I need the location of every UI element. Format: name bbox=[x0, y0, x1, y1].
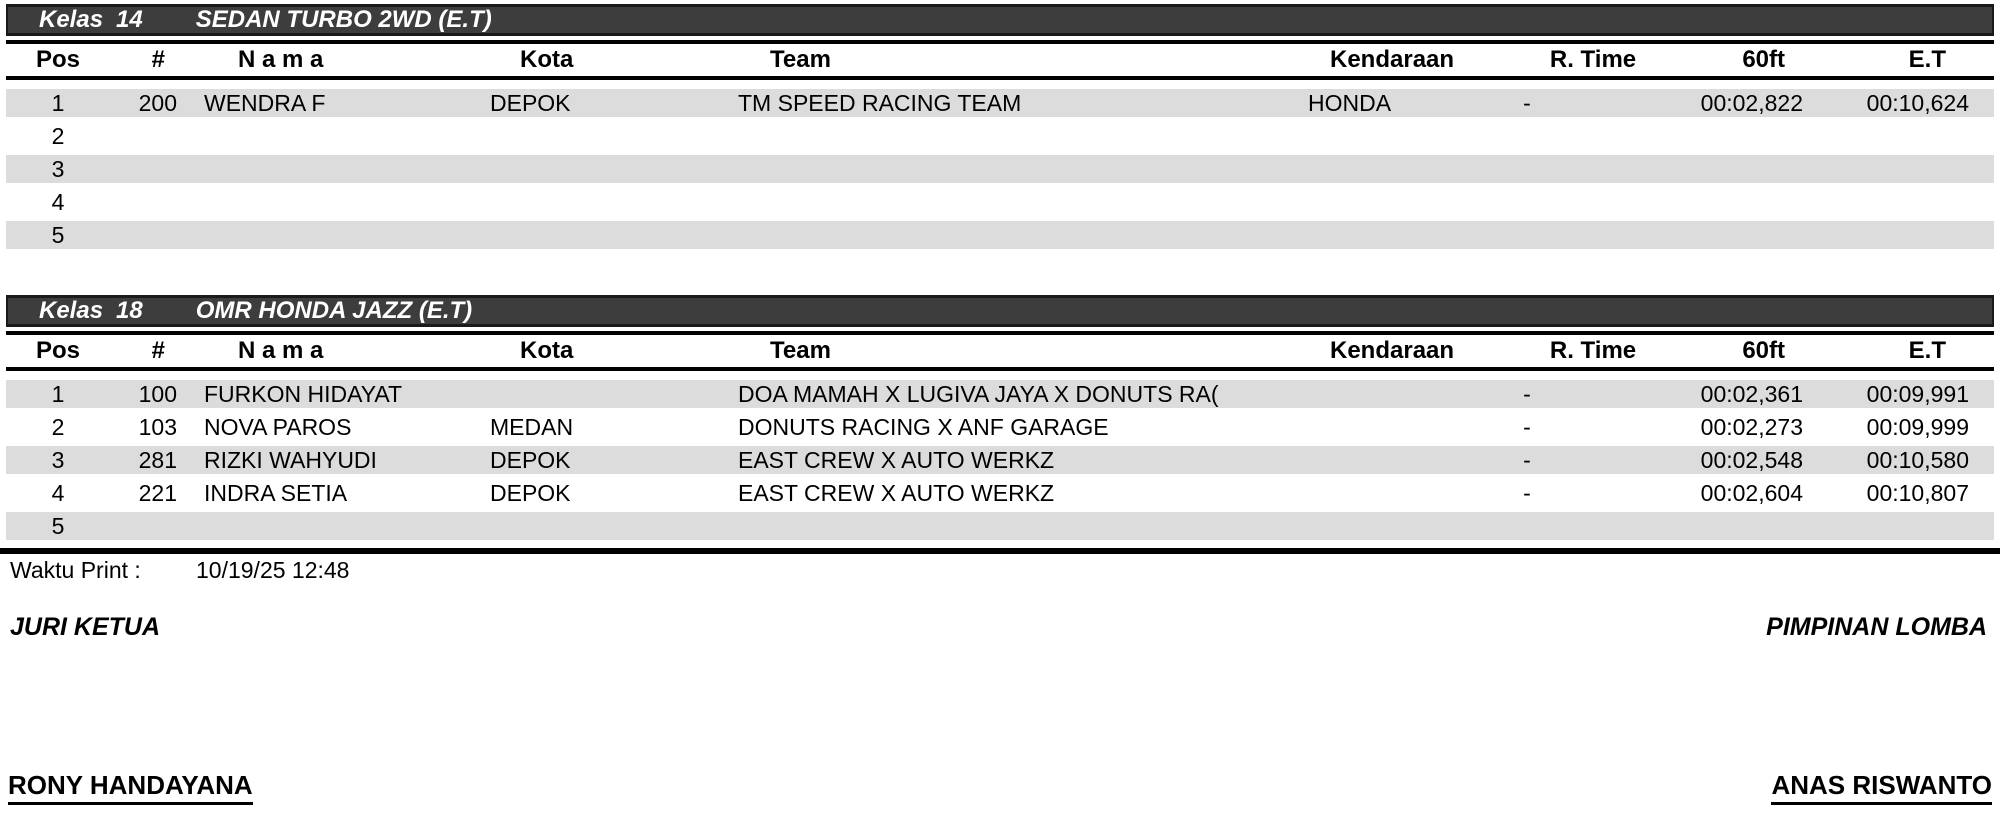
team-cell: DONUTS RACING X ANF GARAGE bbox=[730, 411, 1302, 444]
table-row bbox=[6, 411, 1994, 444]
table-row bbox=[6, 153, 1994, 186]
col-header-pos: Pos bbox=[35, 337, 80, 364]
team-cell bbox=[730, 219, 1302, 252]
pos-cell: 2 bbox=[6, 120, 110, 153]
divider-line bbox=[6, 76, 1994, 80]
car-number-cell bbox=[110, 219, 190, 252]
reaction-time-cell bbox=[1460, 120, 1660, 153]
pos-cell: 4 bbox=[6, 477, 110, 510]
car-number-cell: 281 bbox=[110, 444, 190, 477]
sixty-ft-cell: 00:02,548 bbox=[1660, 444, 1810, 477]
col-header-kendaraan: Kendaraan bbox=[1330, 46, 1455, 73]
city-cell bbox=[480, 219, 730, 252]
judge-role-title: JURI KETUA bbox=[10, 613, 161, 641]
name-cell: RIZKI WAHYUDI bbox=[190, 444, 480, 477]
reaction-time-cell: - bbox=[1460, 444, 1660, 477]
vehicle-cell bbox=[1302, 411, 1460, 444]
car-number-cell bbox=[110, 153, 190, 186]
print-time-value: 10/19/25 12:48 bbox=[196, 557, 350, 583]
col-header-kendaraan: Kendaraan bbox=[1330, 337, 1455, 364]
sixty-ft-cell: 00:02,604 bbox=[1660, 477, 1810, 510]
team-cell: EAST CREW X AUTO WERKZ bbox=[730, 444, 1302, 477]
sixty-ft-cell bbox=[1660, 153, 1810, 186]
et-cell: 00:10,580 bbox=[1810, 444, 1994, 477]
et-cell bbox=[1810, 153, 1994, 186]
et-cell: 00:10,624 bbox=[1810, 89, 1994, 120]
kelas-label: Kelas bbox=[39, 6, 104, 33]
et-cell: 00:09,991 bbox=[1810, 380, 1994, 411]
class-name: OMR HONDA JAZZ (E.T) bbox=[195, 297, 473, 324]
sixty-ft-cell bbox=[1660, 219, 1810, 252]
city-cell: DEPOK bbox=[480, 89, 730, 120]
class-section-18 bbox=[6, 295, 1994, 545]
reaction-time-cell: - bbox=[1460, 380, 1660, 411]
col-header-kota: Kota bbox=[520, 46, 574, 73]
team-cell: TM SPEED RACING TEAM bbox=[730, 89, 1302, 120]
header-row bbox=[6, 335, 1994, 367]
name-cell bbox=[190, 510, 480, 543]
pos-cell: 3 bbox=[6, 444, 110, 477]
race-director-signature-name: ANAS RISWANTO bbox=[1771, 770, 1992, 805]
team-cell bbox=[730, 120, 1302, 153]
et-cell bbox=[1810, 186, 1994, 219]
class-section-14 bbox=[6, 4, 1994, 254]
city-cell bbox=[480, 380, 730, 411]
vehicle-cell: HONDA bbox=[1302, 89, 1460, 120]
pos-cell: 1 bbox=[6, 89, 110, 120]
table-row bbox=[6, 89, 1994, 120]
col-header-nama: N a m a bbox=[238, 46, 324, 73]
et-cell bbox=[1810, 510, 1994, 543]
city-cell: MEDAN bbox=[480, 411, 730, 444]
table-row bbox=[6, 477, 1994, 510]
vehicle-cell bbox=[1302, 219, 1460, 252]
city-cell: DEPOK bbox=[480, 477, 730, 510]
reaction-time-cell: - bbox=[1460, 89, 1660, 120]
pos-cell: 2 bbox=[6, 411, 110, 444]
print-time-label: Waktu Print : bbox=[10, 557, 141, 583]
col-header-60ft: 60ft bbox=[1742, 46, 1785, 73]
table-row bbox=[6, 380, 1994, 411]
vehicle-cell bbox=[1302, 444, 1460, 477]
pos-cell: 5 bbox=[6, 510, 110, 543]
table-row bbox=[6, 219, 1994, 252]
name-cell: INDRA SETIA bbox=[190, 477, 480, 510]
vehicle-cell bbox=[1302, 380, 1460, 411]
city-cell bbox=[480, 186, 730, 219]
vehicle-cell bbox=[1302, 120, 1460, 153]
vehicle-cell bbox=[1302, 153, 1460, 186]
table-row bbox=[6, 120, 1994, 153]
name-cell bbox=[190, 153, 480, 186]
col-header-kota: Kota bbox=[520, 337, 574, 364]
col-header-et: E.T bbox=[1908, 337, 1946, 364]
team-cell bbox=[730, 153, 1302, 186]
reaction-time-cell bbox=[1460, 186, 1660, 219]
results-header-table bbox=[6, 44, 1994, 76]
col-header-r-time: R. Time bbox=[1549, 46, 1637, 73]
name-cell bbox=[190, 186, 480, 219]
pos-cell: 1 bbox=[6, 380, 110, 411]
sixty-ft-cell bbox=[1660, 510, 1810, 543]
table-row bbox=[6, 186, 1994, 219]
reaction-time-cell bbox=[1460, 153, 1660, 186]
race-director-role-title: PIMPINAN LOMBA bbox=[1766, 613, 1987, 641]
class-title-bar bbox=[6, 295, 1994, 327]
city-cell: DEPOK bbox=[480, 444, 730, 477]
table-row bbox=[6, 444, 1994, 477]
car-number-cell bbox=[110, 120, 190, 153]
pos-cell: 3 bbox=[6, 153, 110, 186]
col-header-60ft: 60ft bbox=[1742, 337, 1785, 364]
sixty-ft-cell: 00:02,273 bbox=[1660, 411, 1810, 444]
col-header-et: E.T bbox=[1908, 46, 1946, 73]
name-cell bbox=[190, 120, 480, 153]
pos-cell: 5 bbox=[6, 219, 110, 252]
judge-signature-name: RONY HANDAYANA bbox=[8, 770, 253, 805]
vehicle-cell bbox=[1302, 510, 1460, 543]
footer-divider-line bbox=[0, 548, 2000, 554]
car-number-cell: 103 bbox=[110, 411, 190, 444]
vehicle-cell bbox=[1302, 186, 1460, 219]
col-header-number: # bbox=[151, 337, 165, 364]
name-cell: NOVA PAROS bbox=[190, 411, 480, 444]
team-cell bbox=[730, 186, 1302, 219]
et-cell: 00:10,807 bbox=[1810, 477, 1994, 510]
col-header-team: Team bbox=[770, 46, 831, 73]
et-cell bbox=[1810, 120, 1994, 153]
col-header-pos: Pos bbox=[35, 46, 80, 73]
car-number-cell: 221 bbox=[110, 477, 190, 510]
sixty-ft-cell: 00:02,361 bbox=[1660, 380, 1810, 411]
car-number-cell: 200 bbox=[110, 89, 190, 120]
reaction-time-cell: - bbox=[1460, 411, 1660, 444]
kelas-number: 18 bbox=[116, 297, 143, 324]
col-header-number: # bbox=[151, 46, 165, 73]
col-header-nama: N a m a bbox=[238, 337, 324, 364]
results-table bbox=[6, 89, 1994, 254]
reaction-time-cell bbox=[1460, 219, 1660, 252]
class-name: SEDAN TURBO 2WD (E.T) bbox=[195, 6, 492, 33]
reaction-time-cell: - bbox=[1460, 477, 1660, 510]
vehicle-cell bbox=[1302, 477, 1460, 510]
sixty-ft-cell bbox=[1660, 120, 1810, 153]
kelas-number: 14 bbox=[116, 6, 143, 33]
header-row bbox=[6, 44, 1994, 76]
pos-cell: 4 bbox=[6, 186, 110, 219]
team-cell bbox=[730, 510, 1302, 543]
sixty-ft-cell: 00:02,822 bbox=[1660, 89, 1810, 120]
sixty-ft-cell bbox=[1660, 186, 1810, 219]
et-cell bbox=[1810, 219, 1994, 252]
kelas-label: Kelas bbox=[39, 297, 104, 324]
reaction-time-cell bbox=[1460, 510, 1660, 543]
name-cell: WENDRA F bbox=[190, 89, 480, 120]
name-cell: FURKON HIDAYAT bbox=[190, 380, 480, 411]
city-cell bbox=[480, 120, 730, 153]
city-cell bbox=[480, 510, 730, 543]
car-number-cell bbox=[110, 186, 190, 219]
col-header-team: Team bbox=[770, 337, 831, 364]
car-number-cell: 100 bbox=[110, 380, 190, 411]
col-header-r-time: R. Time bbox=[1549, 337, 1637, 364]
city-cell bbox=[480, 153, 730, 186]
et-cell: 00:09,999 bbox=[1810, 411, 1994, 444]
car-number-cell bbox=[110, 510, 190, 543]
results-header-table bbox=[6, 335, 1994, 367]
results-table bbox=[6, 380, 1994, 545]
divider-line bbox=[6, 367, 1994, 371]
table-row bbox=[6, 510, 1994, 543]
team-cell: DOA MAMAH X LUGIVA JAYA X DONUTS RA( bbox=[730, 380, 1302, 411]
name-cell bbox=[190, 219, 480, 252]
team-cell: EAST CREW X AUTO WERKZ bbox=[730, 477, 1302, 510]
class-title-bar bbox=[6, 4, 1994, 36]
